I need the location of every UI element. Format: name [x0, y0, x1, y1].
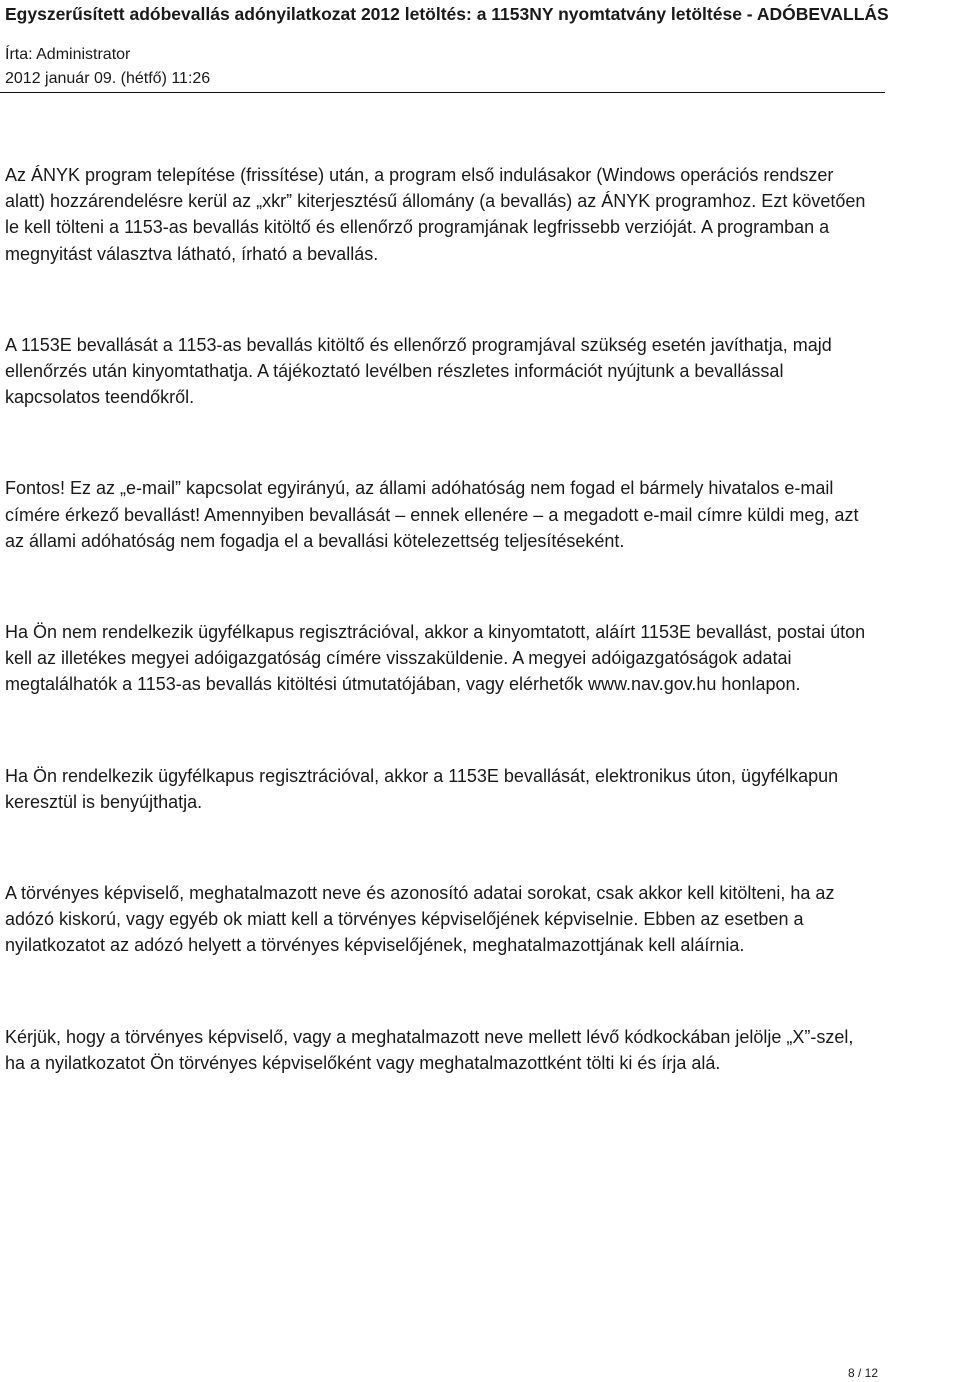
paragraph-ányk-install: Az ÁNYK program telepítése (frissítése) után, a program első indulásakor (Windows operációs rendszer alatt) hozzárendelésre kerül az „xkr” kiterjesztésű állomány (a bevallás) az ÁNYK programhoz. Ezt követően le kell tölteni a 1153-as bevallás kitöltő és ellenőrző programjának legfrissebb verzióját. A programban a megnyitást választva látható, írható a bevallás.	[5, 165, 866, 264]
paragraph-legal-representative: A törvényes képviselő, meghatalmazott neve és azonosító adatai sorokat, csak akkor kell kitölteni, ha az adózó kiskorú, vagy egyéb ok miatt kell a törvényes képviselőjének képviselnie. Ebben az esetben a nyilatkozatot az adózó helyett a törvényes képviselőjének, meghatalmazottjának kell aláírnia.	[5, 883, 835, 956]
header-divider	[0, 92, 885, 93]
author-line: Írta: Administrator	[5, 46, 131, 63]
article-body	[5, 162, 875, 1076]
paragraph-postal-return: Ha Ön nem rendelkezik ügyfélkapus regisztrációval, akkor a kinyomtatott, aláírt 1153E bevallást, postai úton kell az illetékes megyei adóigazgatóság címére visszaküldenie. A megyei adóigazgatóságok adatai megtalálhatók a 1153-as bevallás kitöltési útmutatójában, vagy elérhetők www.nav.gov.hu honlapon.	[5, 622, 866, 695]
page-header	[5, 0, 960, 91]
page-number: 8 / 12	[847, 1366, 878, 1380]
date-line: 2012 január 09. (hétfő) 11:26	[5, 70, 211, 87]
paragraph-email-warning: Fontos! Ez az „e-mail” kapcsolat egyirányú, az állami adóhatóság nem fogad el bármely hivatalos e-mail címére érkező bevallást! Amennyiben bevallását – ennek ellenére – a megadott e-mail címre küldi meg, azt az állami adóhatóság nem fogadja el a bevallási kötelezettség teljesítéseként.	[5, 478, 859, 551]
paragraph-client-gate: Ha Ön rendelkezik ügyfélkapus regisztrációval, akkor a 1153E bevallását, elektronikus úton, ügyfélkapun keresztül is benyújthatja.	[5, 765, 839, 812]
article-meta	[5, 43, 960, 91]
document-title: Egyszerűsített adóbevallás adónyilatkozat 2012 letöltés: a 1153NY nyomtatvány letöltése - ADÓBEVALLÁS	[5, 4, 889, 24]
paragraph-correction: A 1153E bevallását a 1153-as bevallás kitöltő és ellenőrző programjával szükség esetén javíthatja, majd ellenőrzés után kinyomtathatja. A tájékoztató levélben részletes információt nyújtunk a bevallással kapcsolatos teendőkről.	[5, 334, 832, 408]
paragraph-checkbox-instruction: Kérjük, hogy a törvényes képviselő, vagy a meghatalmazott neve mellett lévő kódkockában jelölje „X”-szel, ha a nyilatkozatot Ön törvényes képviselőként vagy meghatalmazottként tölti ki és írja alá.	[5, 1026, 854, 1073]
